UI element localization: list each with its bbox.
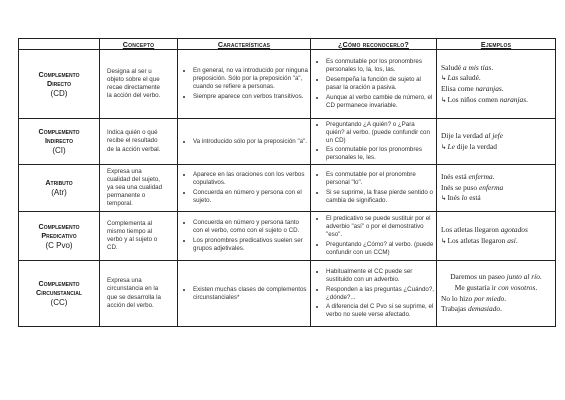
complement-abbreviation: (CI) [52,146,66,155]
example-sentence [441,183,551,194]
arrow-icon: ↳ [441,96,447,104]
highlighted-complement: naranjas [475,84,502,93]
list-item: • Es conmutable por el pronombre personal "lo". [326,171,434,187]
concept-line: Expresa una [107,277,142,285]
recognition-list [312,121,434,163]
header-ejemplos: Ejemplos [437,39,556,50]
characteristics-list [179,286,308,302]
examples-cell [437,50,556,119]
highlighted-complement: lo [461,193,468,203]
examples-cell [437,165,556,212]
header-concepto: Concepto [100,39,178,50]
complement-abbreviation: (CD) [50,88,68,98]
concept-line: Complementa al [107,219,153,227]
list-item: • Habitualmente el CC puede ser sustituido con un adverbio. [326,268,434,284]
complement-abbreviation: (CC) [50,298,68,307]
example-text: Inés está enferma. [441,171,495,181]
example-sentence [441,193,551,204]
example-text: Saludé a mis tías. [441,62,494,72]
list-item: • Concuerda en número y persona tanto con el verbo, como con el sujeto o CD. [193,219,308,235]
example-sentence [441,304,551,315]
complement-name-cell [19,261,100,327]
header-caracteristicas: Características [178,39,311,50]
example-sentence [441,73,551,84]
table-row [19,119,556,165]
highlighted-complement: Las [447,73,459,83]
example-text: Le dije la verdad [447,141,497,151]
characteristics-list [179,219,308,253]
header-blank [19,39,100,50]
example-sentence [441,225,551,236]
list-item: • El predicativo se puede sustituir por el adverbio "así" o por el demostrativo "eso". [326,215,434,239]
concept-line: verbo y al sujeto o [107,236,158,243]
complement-name-cell [19,50,100,119]
concept-line: Designa al ser u [107,67,152,75]
examples-cell [437,212,556,261]
example-sentence [441,283,551,294]
recognition-list [312,215,434,257]
highlighted-complement: demasiado [468,304,501,314]
complement-abbreviation: (C Pvo) [45,240,73,250]
concept-line: recibe el resultado [107,137,158,145]
list-item: • Preguntando ¿A quién? o ¿Para quién? al verbo. (puede confundir con un CD) [326,121,434,145]
characteristics-list [179,67,308,101]
concept-line: CD. [107,244,118,252]
complement-name: Complemento [38,127,80,136]
header-row [19,39,556,50]
list-item: • Es conmutable por los pronombres personales lo, la, los, las. [326,58,434,74]
recognition-list [312,171,434,205]
highlighted-complement: enferma [468,171,493,181]
list-item: • Aunque al verbo cambie de número, el CD permanece invariable. [326,94,434,110]
concept-cell [100,50,178,119]
recognition-list [312,58,434,110]
characteristics-cell [178,212,311,261]
concept-line: cualidad del sujeto, [107,175,160,183]
complement-name-cell [19,119,100,165]
recognition-list [312,268,434,320]
examples-cell [437,261,556,327]
concept-line: Indica quién o qué [107,129,158,137]
example-text: Dije la verdad al jefe [441,130,503,140]
highlighted-complement: al jefe [484,130,503,140]
list-item: • Desempeña la función de sujeto al pasar la oración a pasiva. [326,76,434,92]
list-item: • En general, no va introducido por ninguna preposición. Sólo por la preposición "a", cuando se refiere a personas. [193,67,308,91]
recognition-cell [311,165,437,212]
concept-line: que se desarrolla la [107,293,162,301]
highlighted-complement: agotados [500,225,528,235]
list-item: • Preguntando ¿Cómo? al verbo. (puede confundir con un CCM) [326,241,434,257]
concept-line: recae directamente [107,84,160,91]
highlighted-complement: enferma [478,182,504,192]
highlighted-complement: a mis tías [462,62,492,72]
complement-name-cell [19,165,100,212]
list-item: • Concuerda en número y persona con el sujeto. [193,189,308,205]
concept-cell [100,165,178,212]
example-sentence [441,95,551,106]
characteristics-cell [178,165,311,212]
arrow-icon: ↳ [441,143,447,151]
recognition-cell [311,50,437,119]
example-text: Los atletas llegaron agotados [441,225,528,235]
example-text: No lo hizo por miedo. [441,293,507,303]
example-text: Los niños comen naranjas. [447,94,528,104]
example-text: Elisa come naranjas. [441,84,504,93]
recognition-cell [311,212,437,261]
list-item: • Aparece en las oraciones con los verbos copulativos. [193,171,308,187]
table-row [19,165,556,212]
complement-name: Atributo [45,178,73,187]
example-sentence [441,131,551,142]
concept-line: Expresa una [107,167,142,175]
complement-name: Circunstancial [36,288,82,297]
recognition-cell [311,119,437,165]
complement-name: Complemento [38,279,80,288]
complement-name: Directo [47,78,71,88]
characteristics-list [179,138,308,146]
example-sentence [441,272,551,283]
characteristics-list [179,171,308,205]
example-text: Los atletas llegaron así. [447,236,518,245]
example-sentence [441,63,551,74]
example-sentence [441,236,551,247]
complement-name: Indirecto [44,136,74,145]
concept-line: objeto sobre el que [107,75,160,83]
example-text: Trabajas demasiado. [441,304,502,314]
concept-line: permanente o [107,192,146,200]
example-text: Inés lo está [447,193,481,203]
characteristics-cell [178,50,311,119]
concept-cell [100,212,178,261]
concept-line: temporal. [107,200,133,208]
arrow-icon: ↳ [441,238,447,245]
syntax-complements-table [18,38,556,327]
example-sentence [441,172,551,183]
complement-name: Complemento [38,69,80,79]
complement-name: Predicativo [41,230,77,240]
concept-line: mismo tiempo al [107,227,153,235]
arrow-icon: ↳ [441,75,447,83]
list-item: • Los pronombres predicativos suelen ser grupos adjetivales. [193,237,308,253]
concept-line: circunstancia en la [107,285,159,293]
complement-name-cell [19,212,100,261]
list-item: • Responden a las preguntas ¿Cuándo?, ¿dónde?... [326,286,434,302]
list-item: • A diferencia del C Pvo si se suprime, el verbo no suele verse afectado. [326,303,434,319]
examples-cell [437,119,556,165]
list-item: • Existen muchas clases de complementos circunstanciales* [193,286,308,302]
highlighted-complement: con vosotros [498,282,536,292]
concept-line: acción del verbo. [107,301,154,309]
concept-cell [100,261,178,327]
concept-line: la acción del verbo. [107,92,161,100]
highlighted-complement: por miedo [474,293,505,303]
characteristics-cell [178,261,311,327]
highlighted-complement: así [507,236,516,245]
recognition-cell [311,261,437,327]
grammar-table-container [18,38,555,327]
concept-cell [100,119,178,165]
example-text: Daremos un paseo junto al río. [450,272,542,282]
concept-line: ya sea una cualidad [107,183,163,191]
arrow-icon: ↳ [441,195,447,203]
list-item: • Va introducido sólo por la preposición "a". [193,138,308,146]
list-item: • Es conmutable por los pronombres personales le, les. [326,146,434,162]
table-row [19,261,556,327]
example-sentence [441,142,551,153]
header-como-reconocerlo: ¿Cómo reconocerlo? [311,39,437,50]
list-item: • Si se suprime, la frase pierde sentido o cambia de significado. [326,189,434,205]
concept-line: de la acción verbal. [107,145,161,153]
example-text: Las saludé. [447,73,481,83]
complement-name: Complemento [38,221,80,231]
highlighted-complement: Le [447,141,455,151]
characteristics-cell [178,119,311,165]
example-sentence [441,84,551,95]
list-item: • Siempre aparece con verbos transitivos. [193,93,308,101]
table-body [19,50,556,327]
table-row [19,212,556,261]
example-text: Inés se puso enferma [441,182,504,192]
highlighted-complement: naranjas [499,94,527,104]
example-sentence [441,294,551,305]
highlighted-complement: junto al río [506,272,540,282]
complement-abbreviation: (Atr) [51,188,67,197]
table-row [19,50,556,119]
example-text: Me gustaría ir con vosotros. [454,282,538,292]
